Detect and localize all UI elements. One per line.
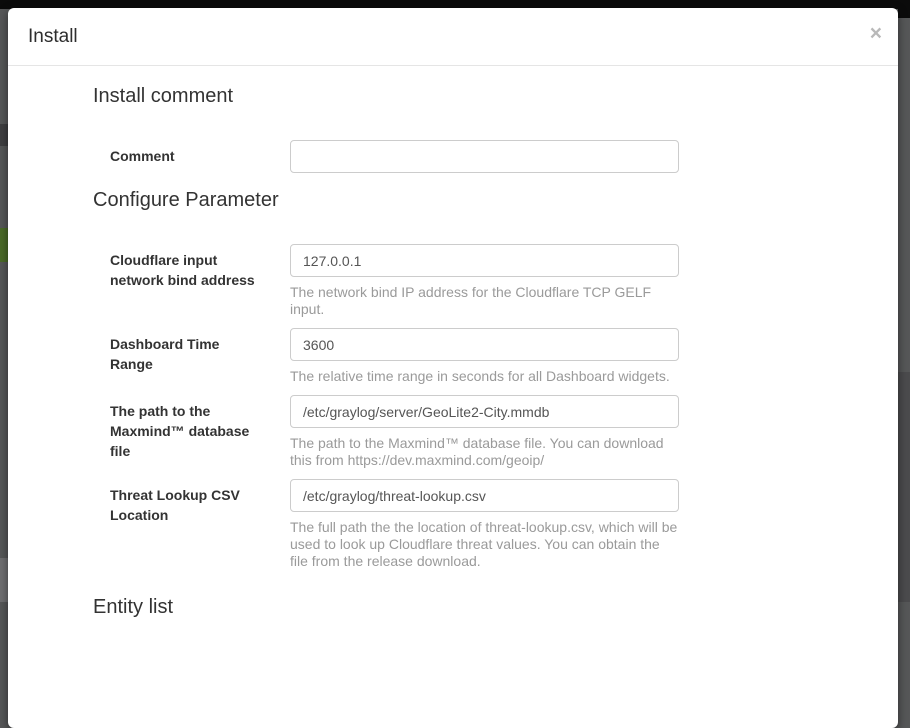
form-row-bind-address — [110, 244, 878, 318]
maxmind-path-input[interactable] — [290, 395, 679, 428]
install-modal — [8, 8, 898, 728]
time-range-help: The relative time range in seconds for all Dashboard widgets. — [290, 368, 670, 384]
modal-header — [8, 8, 898, 66]
comment-input[interactable] — [290, 140, 679, 173]
modal-body — [8, 66, 898, 621]
bind-address-input[interactable] — [290, 244, 679, 277]
background-dark-band — [0, 124, 8, 146]
threat-csv-label: Threat Lookup CSV Location — [110, 487, 240, 523]
maxmind-path-label: The path to the Maxmind™ database file — [110, 403, 250, 459]
close-icon[interactable]: × — [869, 22, 882, 45]
section-heading-entity-list: Entity list — [93, 596, 174, 618]
form-row-comment — [110, 140, 878, 173]
threat-csv-help: The full path the the location of threat-lookup.csv, which will be used to look up Cloudflare threat values. You can obtain the file from the release download. — [290, 519, 678, 569]
modal-title: Install — [28, 25, 78, 47]
comment-label: Comment — [110, 148, 175, 164]
time-range-label: Dashboard Time Range — [110, 336, 220, 372]
background-footer-fragment — [0, 558, 8, 602]
background-right-fragment — [898, 372, 910, 602]
background-navbar-right — [898, 0, 910, 18]
form-row-threat-csv — [110, 479, 878, 570]
bind-address-label: Cloudflare input network bind address — [110, 252, 255, 288]
form-row-time-range — [110, 328, 878, 385]
bind-address-help: The network bind IP address for the Cloudflare TCP GELF input. — [290, 284, 652, 317]
background-green-button-fragment — [0, 228, 8, 262]
maxmind-path-help: The path to the Maxmind™ database file. You can download this from https://dev.maxmind.com/geoip/ — [290, 435, 664, 468]
section-heading-configure-parameter: Configure Parameter — [93, 189, 279, 211]
threat-csv-input[interactable] — [290, 479, 679, 512]
form-row-maxmind-path — [110, 395, 878, 469]
section-heading-install-comment: Install comment — [93, 85, 234, 107]
time-range-input[interactable] — [290, 328, 679, 361]
